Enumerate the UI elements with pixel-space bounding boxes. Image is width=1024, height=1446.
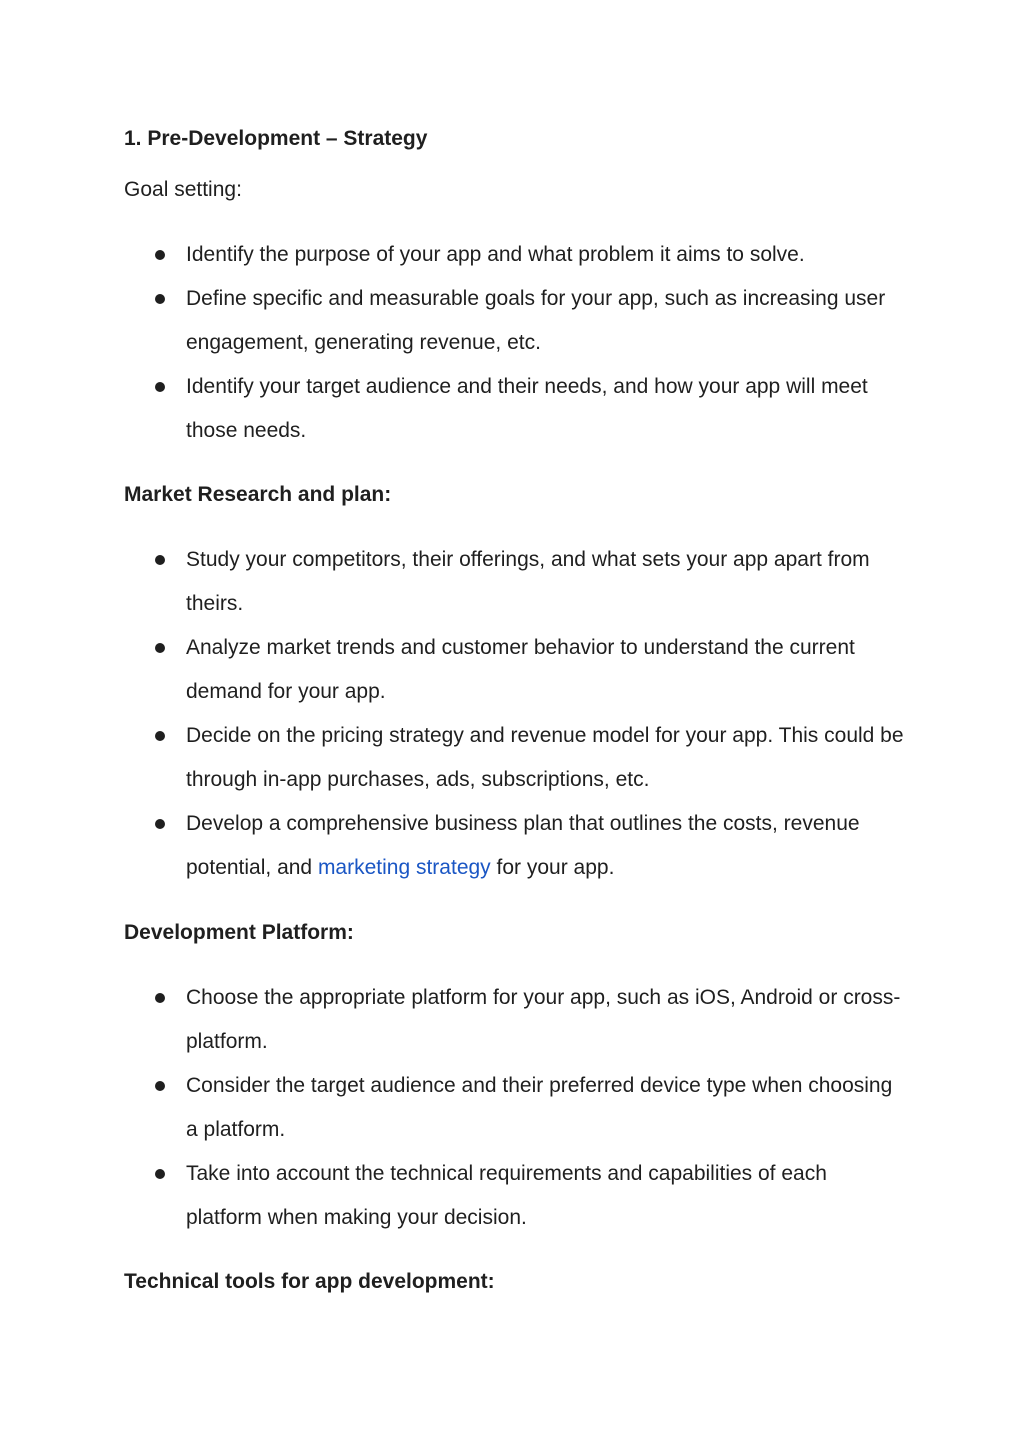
bullet-icon [155, 819, 165, 829]
list-item-text: Develop a comprehensive business plan that outlines the costs, revenue potential, and [186, 812, 860, 879]
list-item-text: Define specific and measurable goals for your app, such as increasing user engagement, generating revenue, etc. [186, 287, 886, 354]
goal-setting-list [124, 233, 904, 453]
list-item [124, 538, 904, 626]
bullet-icon [155, 250, 165, 260]
page-title: 1. Pre-Development – Strategy [124, 127, 428, 150]
development-platform-heading: Development Platform: [124, 921, 354, 944]
list-item [124, 802, 904, 890]
list-item-text: Take into account the technical requirements and capabilities of each platform when making your decision. [186, 1162, 827, 1229]
list-item-text: Identify your target audience and their needs, and how your app will meet those needs. [186, 375, 868, 442]
list-item-text: Analyze market trends and customer behavior to understand the current demand for your app. [186, 636, 855, 703]
list-item-text-end: for your app. [490, 856, 615, 879]
bullet-icon [155, 731, 165, 741]
list-item [124, 233, 904, 277]
list-item-text: Consider the target audience and their preferred device type when choosing a platform. [186, 1074, 893, 1141]
market-research-heading-block [124, 481, 904, 509]
market-research-heading: Market Research and plan: [124, 483, 392, 506]
bullet-icon [155, 993, 165, 1003]
development-platform-heading-block [124, 919, 904, 947]
development-platform-list [124, 976, 904, 1240]
market-research-list-block [124, 538, 904, 890]
development-platform-list-block [124, 976, 904, 1240]
marketing-strategy-link[interactable]: marketing strategy [317, 856, 491, 879]
list-item [124, 976, 904, 1064]
list-item [124, 714, 904, 802]
bullet-icon [155, 382, 165, 392]
list-item-text: Identify the purpose of your app and what problem it aims to solve. [186, 243, 805, 266]
goal-setting-heading-block [124, 176, 904, 204]
list-item [124, 1064, 904, 1152]
section-title-block [124, 125, 904, 153]
bullet-icon [155, 643, 165, 653]
market-research-list [124, 538, 904, 890]
list-item [124, 277, 904, 365]
bullet-icon [155, 294, 165, 304]
technical-tools-heading-block [124, 1268, 904, 1296]
bullet-icon [155, 1169, 165, 1179]
list-item [124, 626, 904, 714]
technical-tools-heading: Technical tools for app development: [124, 1270, 495, 1293]
goal-setting-list-block [124, 233, 904, 453]
list-item-text: Choose the appropriate platform for your app, such as iOS, Android or cross-platform. [186, 986, 901, 1053]
bullet-icon [155, 1081, 165, 1091]
list-item [124, 1152, 904, 1240]
list-item-text: Decide on the pricing strategy and revenue model for your app. This could be through in-app purchases, ads, subscriptions, etc. [186, 724, 904, 791]
list-item [124, 365, 904, 453]
bullet-icon [155, 555, 165, 565]
goal-setting-heading: Goal setting: [124, 178, 242, 201]
list-item-text: Study your competitors, their offerings, and what sets your app apart from theirs. [186, 548, 870, 615]
